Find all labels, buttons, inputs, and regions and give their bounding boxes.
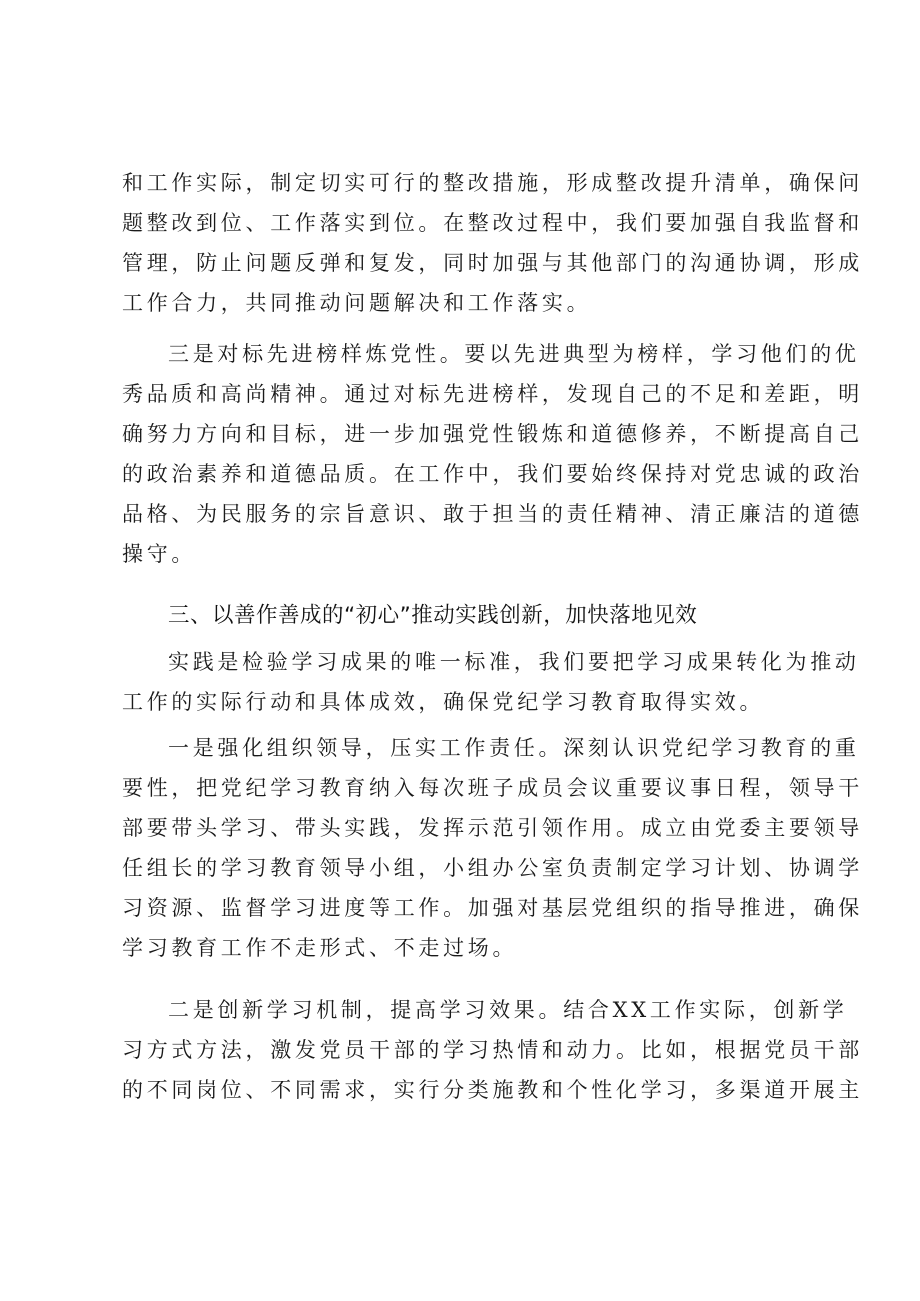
paragraph-practice-standard [122, 642, 860, 722]
paragraph-line: 确努力方向和目标，进一步加强党性锻炼和道德修养，不断提高自己 [122, 422, 863, 446]
paragraph-line: 的不同岗位、不同需求，实行分类施教和个性化学习，多渠道开展主 [122, 1078, 863, 1102]
paragraph-line: 二是创新学习机制，提高学习效果。结合XX工作实际，创新学 [168, 998, 848, 1022]
paragraph-rectification [122, 163, 863, 323]
paragraph-line: 工作的实际行动和具体成效，确保党纪学习教育取得实效。 [122, 690, 765, 714]
paragraph-organizational-leadership [122, 728, 863, 968]
paragraph-line: 实践是检验学习成果的唯一标准，我们要把学习成果转化为推动 [168, 650, 860, 674]
paragraph-line: 操守。 [122, 542, 197, 566]
paragraph-line: 习方式方法，激发党员干部的学习热情和动力。比如，根据党员干部 [122, 1038, 863, 1062]
paragraph-line: 三是对标先进榜样炼党性。要以先进典型为榜样，学习他们的优 [168, 342, 860, 366]
paragraph-line: 的政治素养和道德品质。在工作中，我们要始终保持对党忠诚的政治 [122, 462, 863, 486]
paragraph-line: 和工作实际，制定切实可行的整改措施，形成整改提升清单，确保问 [122, 171, 863, 195]
paragraph-line: 秀品质和高尚精神。通过对标先进榜样，发现自己的不足和差距，明 [122, 382, 863, 406]
paragraph-line: 品格、为民服务的宗旨意识、敢于担当的责任精神、清正廉洁的道德 [122, 502, 863, 526]
paragraph-line: 任组长的学习教育领导小组，小组办公室负责制定学习计划、协调学 [122, 856, 863, 880]
paragraph-line: 习资源、监督学习进度等工作。加强对基层党组织的指导推进，确保 [122, 896, 863, 920]
paragraph-line: 一是强化组织领导，压实工作责任。深刻认识党纪学习教育的重 [168, 736, 860, 760]
paragraph-benchmark-role-models [122, 334, 863, 574]
paragraph-line: 工作合力，共同推动问题解决和工作落实。 [122, 291, 592, 315]
section-heading: 三、以善作善成的“初心”推动实践创新，加快落地见效 [168, 603, 698, 628]
paragraph-line: 学习教育工作不走形式、不走过场。 [122, 936, 518, 960]
paragraph-learning-mechanism [122, 990, 863, 1110]
paragraph-line: 题整改到位、工作落实到位。在整改过程中，我们要加强自我监督和 [122, 211, 863, 235]
paragraph-line: 管理，防止问题反弹和复发，同时加强与其他部门的沟通协调，形成 [122, 251, 863, 275]
paragraph-line: 部要带头学习、带头实践，发挥示范引领作用。成立由党委主要领导 [122, 816, 863, 840]
paragraph-line: 要性，把党纪学习教育纳入每次班子成员会议重要议事日程，领导干 [122, 776, 863, 800]
